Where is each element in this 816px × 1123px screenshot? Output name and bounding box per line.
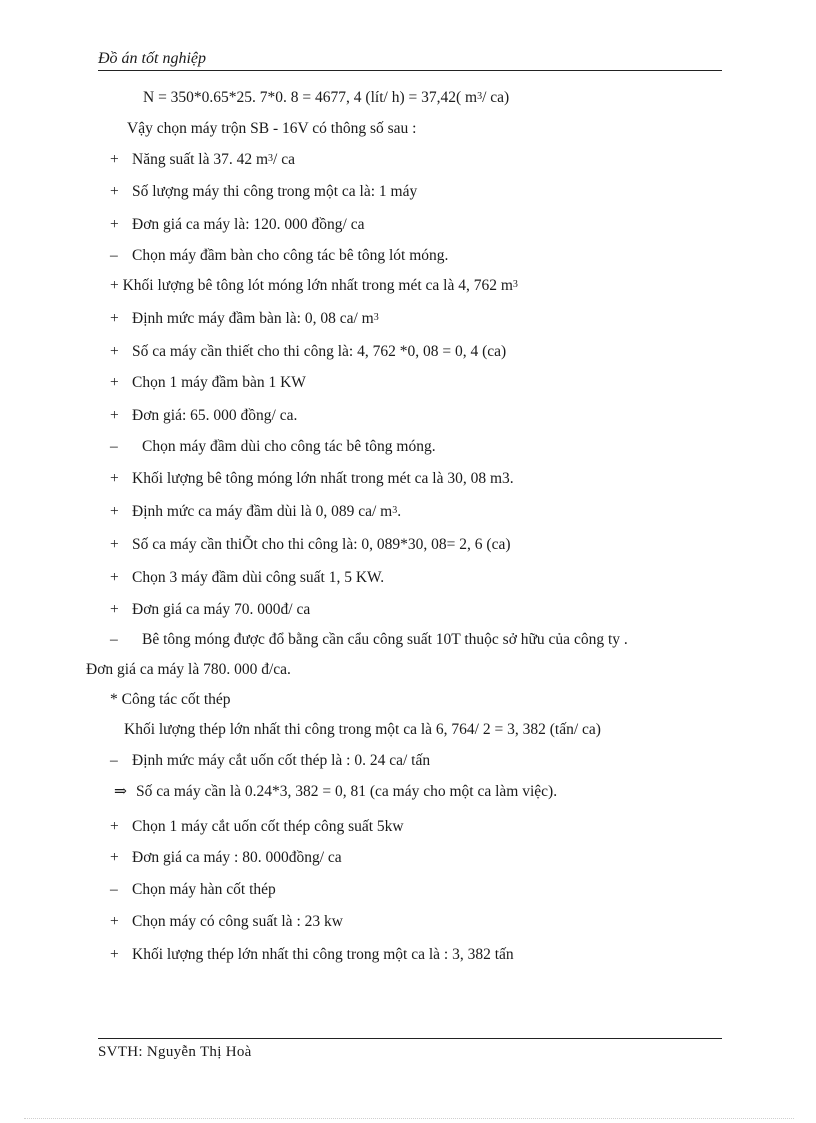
line-text: Khối lượng thép lớn nhất thi công trong một ca là 6, 764/ 2 = 3, 382 (tấn/ ca) [124,721,601,738]
bullet-marker: + [110,913,119,930]
bullet-marker: ⇒ [114,783,127,800]
line-text: * Công tác cốt thép [110,691,231,708]
header-title: Đồ án tốt nghiệp [98,50,206,67]
body-line [110,630,628,650]
line-text: Chọn máy có công suất là : 23 kw [132,913,343,930]
body-line [110,342,506,362]
bullet-marker: – [110,631,118,648]
page-header [98,48,722,71]
body-line [110,817,404,837]
body-line [110,150,295,170]
line-text: Đơn giá ca máy là: 120. 000 đồng/ ca [132,216,365,233]
line-text: Chọn 1 máy đầm bàn 1 KW [132,374,306,391]
superscript-3: 3 [373,312,379,323]
body-line [110,373,306,393]
body-line [110,535,511,555]
line-text: Số ca máy cần thiÕt cho thi công là: 0, 089*30, 08= 2, 6 (ca) [132,536,511,553]
line-text: Chọn 3 máy đầm dùi công suất 1, 5 KW. [132,569,385,586]
superscript-3: 3 [512,279,518,290]
body-line [110,945,514,965]
body-line [110,182,417,202]
body-line [114,782,557,802]
bullet-marker: + [110,569,119,586]
page-footer [98,1038,722,1061]
line-text: Chọn máy đầm bàn cho công tác bê tông lót móng. [132,247,449,264]
bullet-marker: + [110,849,119,866]
body-line [110,690,231,710]
bullet-marker: + [110,503,119,520]
body-line [110,502,401,522]
bullet-marker: + [110,374,119,391]
bullet-marker: + [110,310,119,327]
bullet-marker: + [110,183,119,200]
body-line [110,600,310,620]
body-line [110,215,364,235]
body-line [110,309,379,329]
body-line [110,276,518,296]
line-text: Số ca máy cần thiết cho thi công là: 4, 762 *0, 08 = 0, 4 (ca) [132,343,507,360]
line-text: Năng suất là 37. 42 $m^3/$ ca [132,151,295,168]
line-text: Đơn giá: 65. 000 đồng/ ca. [132,407,298,424]
line-text: Đơn giá ca máy 70. 000đ/ ca [132,601,311,618]
superscript-3: 3 [268,153,274,164]
line-text: Vậy chọn máy trộn SB - 16V có thông số sau : [127,120,417,137]
body-line [110,568,384,588]
bullet-marker: + [110,407,119,424]
bullet-marker: + [110,601,119,618]
bullet-marker: + [110,818,119,835]
body-line [110,880,276,900]
line-text: Chọn 1 máy cắt uốn cốt thép công suất 5kw [132,818,404,835]
body-line [124,720,601,740]
line-text: N = 350*0.65*25. 7*0. 8 = 4677, 4 (lít/ h) = 37,42( $m^3/$ ca) [143,89,510,106]
body-line [143,88,509,108]
superscript-3: 3 [477,91,483,102]
superscript-3: 3 [392,505,398,516]
bullet-marker: – [110,438,118,455]
body-line [127,119,416,139]
line-text: Khối lượng thép lớn nhất thi công trong một ca là : 3, 382 tấn [132,946,514,963]
bullet-marker: – [110,247,118,264]
line-text: Số ca máy cần là 0.24*3, 382 = 0, 81 (ca máy cho một ca làm việc). [136,783,558,800]
bullet-marker: + [110,946,119,963]
footer-author: SVTH: Nguyễn Thị Hoà [98,1044,252,1060]
line-text: Chọn máy đầm dùi cho công tác bê tông móng. [142,438,436,455]
line-text: Bê tông móng được đổ bằng cần cẩu công suất 10T thuộc sở hữu của công ty . [142,631,628,648]
line-text: Đơn giá ca máy : 80. 000đồng/ ca [132,849,342,866]
page-bottom-divider [24,1118,794,1119]
line-text: + Khối lượng bê tông lót móng lớn nhất trong mét ca là 4, 762 $m^3$ [110,277,518,294]
line-text: Định mức máy đầm bàn là: 0, 08 ca/ $m^3$ [132,310,379,327]
bullet-marker: + [110,536,119,553]
body-line [86,660,291,680]
body-line [110,437,436,457]
line-text: Số lượng máy thi công trong một ca là: 1 máy [132,183,418,200]
body-line [110,751,430,771]
bullet-marker: – [110,752,118,769]
bullet-marker: + [110,216,119,233]
body-line [110,912,343,932]
line-text: Đơn giá ca máy là 780. 000 đ/ca. [86,661,291,678]
body-line [110,469,514,489]
body-line [110,848,342,868]
bullet-marker: + [110,151,119,168]
body-line [110,246,448,266]
bullet-marker: + [110,343,119,360]
line-text: Chọn máy hàn cốt thép [132,881,276,898]
bullet-marker: – [110,881,118,898]
line-text: Khối lượng bê tông móng lớn nhất trong mét ca là 30, 08 m3. [132,470,514,487]
line-text: Định mức máy cắt uốn cốt thép là : 0. 24 ca/ tấn [132,752,431,769]
line-text: Định mức ca máy đầm dùi là 0, 089 ca/ $m^3$. [132,503,402,520]
body-line [110,406,297,426]
bullet-marker: + [110,470,119,487]
